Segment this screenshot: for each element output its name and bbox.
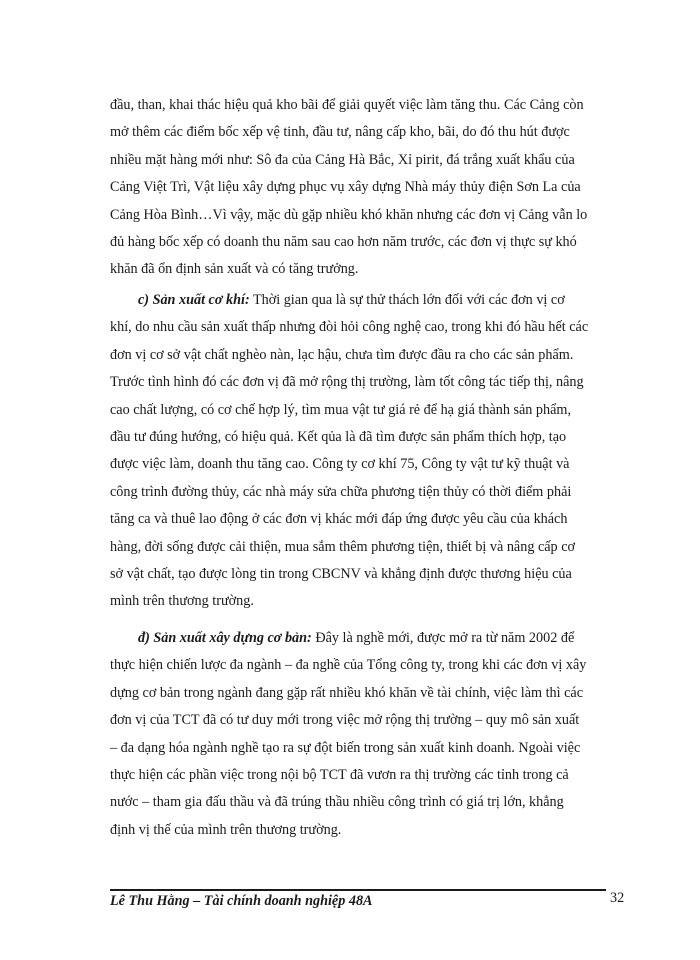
text-line: đơn vị của TCT đã có tư duy mới trong việc mở rộng thị trường – quy mô sản xuất — [110, 712, 580, 729]
footer-author: Lê Thu Hằng – Tài chính doanh nghiệp 48A — [110, 893, 373, 909]
text-line: Cảng Hòa Bình…Vì vậy, mặc dù gặp nhiều khó khăn nhưng các đơn vị Cảng vẫn lo — [110, 206, 588, 223]
text-line: nhiều mặt hàng mới như: Sô đa của Cảng Hà Bắc, Xỉ pirit, đá trắng xuất khẩu của — [110, 151, 575, 168]
text-line: hàng, đời sống được cải thiện, mua sắm thêm phương tiện, thiết bị và nâng cấp cơ — [110, 538, 575, 555]
text-line: thực hiện chiến lược đa ngành – đa nghề của Tổng công ty, trong khi các đơn vị xây — [110, 657, 587, 674]
text-line: khăn đã ổn định sản xuất và có tăng trưởng. — [110, 261, 359, 278]
text-span: Đây là nghề mới, được mở ra từ năm 2002 để — [311, 630, 575, 646]
text-line — [110, 287, 628, 314]
text-span: Thời gian qua là sự thử thách lớn đối với các đơn vị cơ — [249, 292, 565, 308]
text-line: đầu, than, khai thác hiệu quả kho bãi để giải quyết việc làm tăng thu. Các Cảng còn — [110, 97, 584, 113]
text-line: – đa dạng hóa ngành nghề tạo ra sự đột biến trong sản xuất kinh doanh. Ngoài việc — [110, 739, 581, 756]
text-line: cao chất lượng, có cơ chế hợp lý, tìm mua vật tư giá rẻ để hạ giá thành sản phẩm, — [110, 401, 572, 418]
text-line: Cảng Việt Trì, Vật liệu xây dựng phục vụ xây dựng Nhà máy thủy điện Sơn La của — [110, 179, 581, 196]
paragraph-mechanical — [110, 287, 628, 616]
text-line: định vị thế của mình trên thương trường. — [110, 821, 342, 838]
section-heading-mechanical: c) Sản xuất cơ khí: — [138, 292, 250, 308]
text-line: Trước tình hình đó các đơn vị đã mở rộng thị trường, làm tốt công tác tiếp thị, nâng — [110, 374, 584, 391]
text-line: khí, do nhu cầu sản xuất thấp nhưng đòi hỏi công nghệ cao, trong khi đó hầu hết các — [110, 319, 589, 336]
text-line: đầu tư đúng hướng, có hiệu quả. Kết qủa là đã tìm được sản phẩm thích hợp, tạo — [110, 429, 567, 446]
footer-divider — [110, 889, 606, 891]
paragraph-construction — [110, 625, 628, 844]
text-line: công trình đường thủy, các nhà máy sửa chữa phương tiện thủy có thời điểm phải — [110, 483, 572, 500]
text-line: thực hiện các phần việc trong nội bộ TCT đã vươn ra thị trường các tỉnh trong cả — [110, 767, 569, 784]
text-line — [110, 625, 628, 652]
text-line: dựng cơ bản trong ngành đang gặp rất nhiều khó khăn về tài chính, việc làm thì các — [110, 684, 583, 701]
text-line: đủ hàng bốc xếp có doanh thu năm sau cao hơn năm trước, các đơn vị thực sự khó — [110, 234, 577, 251]
text-line: tăng ca và thuê lao động ở các đơn vị khác mới đáp ứng được yêu cầu của khách — [110, 511, 568, 528]
text-line: mình trên thương trường. — [110, 593, 254, 610]
paragraph-ports — [110, 92, 628, 284]
section-heading-construction: đ) Sản xuất xây dựng cơ bản: — [138, 630, 312, 646]
text-line: nước – tham gia đấu thầu và đã trúng thầu nhiều công trình có giá trị lớn, khẳng — [110, 794, 564, 811]
text-line: được việc làm, doanh thu tăng cao. Công ty cơ khí 75, Công ty vật tư kỹ thuật và — [110, 456, 570, 473]
text-line: sở vật chất, tạo được lòng tin trong CBCNV và khẳng định được thương hiệu của — [110, 566, 572, 583]
page-number: 32 — [610, 890, 625, 906]
text-line: đơn vị cơ sở vật chất nghèo nàn, lạc hậu, chưa tìm được đầu ra cho các sản phẩm. — [110, 346, 574, 363]
text-line: mở thêm các điểm bốc xếp vệ tinh, đầu tư, nâng cấp kho, bãi, do đó thu hút được — [110, 124, 570, 141]
